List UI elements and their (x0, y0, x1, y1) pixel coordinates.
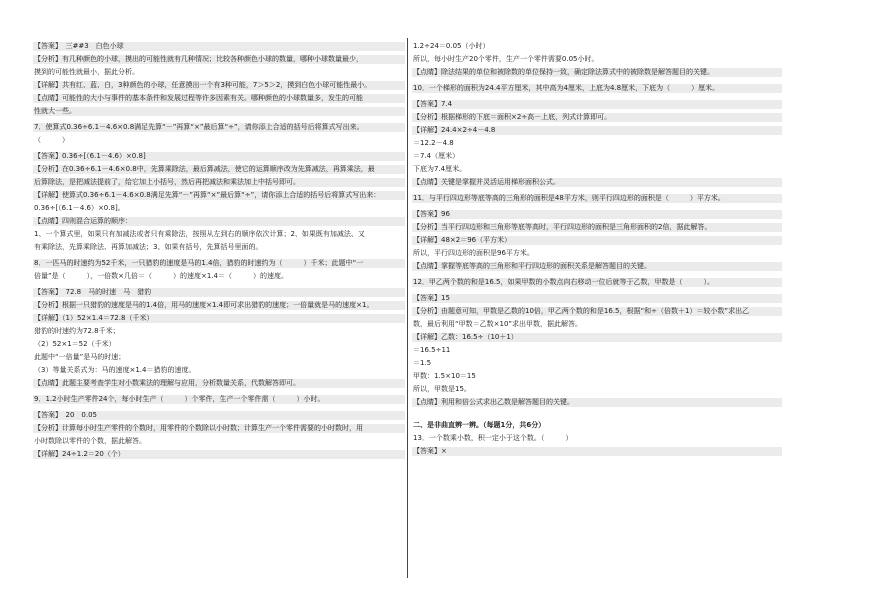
text-line: 所以，甲数是15。 (413, 385, 471, 393)
text-line: 【点睛】利用和倍公式求出乙数是解答题目的关键。 (412, 398, 782, 407)
text-line: 【点睛】关键是掌握并灵活运用梯形面积公式。 (412, 178, 782, 187)
text-line: 0.36÷[（6.1－4.6）×0.8]。 (34, 204, 125, 212)
line-gap (33, 281, 405, 288)
line-gap (412, 93, 782, 100)
line-gap (33, 145, 405, 152)
line-gap (33, 404, 405, 411)
text-line: 【答案】0.36÷[（6.1－4.6）×0.8] (33, 152, 405, 161)
text-line: 小时数除以零件的个数，据此解答。 (34, 437, 146, 445)
text-line: 下底为7.4厘米。 (413, 165, 467, 173)
text-line: 1.2÷24＝0.05（小时） (413, 42, 490, 50)
line-gap (412, 187, 782, 194)
text-line: 数，最后利用“甲数＝乙数×10”求出甲数，据此解答。 (413, 320, 583, 328)
text-line: 摸到的可能性就最小，据此分析。 (34, 68, 139, 76)
line-gap (33, 116, 405, 123)
line-gap (33, 252, 405, 259)
text-line: 【分析】根据一只猎豹的速度是马的1.4倍，用马的速度×1.4即可求出猎豹的速度；一倍量就是马的速度×1。 (33, 301, 405, 310)
text-line: 11．与平行四边形等底等高的三角形的面积是48平方米，则平行四边形的面积是（ ）平方米。 (412, 194, 782, 203)
left-column (33, 42, 405, 459)
line-gap (412, 203, 782, 210)
text-line: 此题中“一倍量”是马的时速； (34, 353, 126, 361)
text-line: （ ） (34, 136, 69, 144)
text-line: 倍量”是（ ），一倍数×几倍＝（ ）的速度×1.4＝（ ）的速度。 (34, 272, 288, 280)
text-line: 【分析】当平行四边形和三角形等底等高时，平行四边形的面积是三角形面积的2倍，据此解答。 (412, 223, 782, 232)
section-heading: 二、是非曲直辨一辨。（每题1分，共6分） (413, 421, 546, 429)
line-gap (412, 407, 782, 421)
text-line: 【答案】7.4 (412, 100, 782, 109)
text-line: （2）52×1＝52（千米） (34, 340, 116, 348)
right-column (412, 42, 782, 456)
text-line: 【分析】根据梯形的下底＝面积×2÷高－上底，列式计算即可。 (412, 113, 782, 122)
line-gap (412, 287, 782, 294)
text-line: 13．一个数乘小数，积一定小于这个数。（ ） (413, 434, 573, 442)
text-line: 【答案】 72.8 马的时速 马 猎豹 (33, 288, 405, 297)
text-line: 【答案】96 (412, 210, 782, 219)
text-line: 【详解】24.4×2÷4－4.8 (412, 126, 782, 135)
text-line: 性就大一些。 (33, 107, 405, 116)
text-line: 1、一个算式里，如果只有加减法或者只有乘除法，按照从左到右的顺序依次计算；2、如果既有加减法、又 (34, 230, 365, 238)
text-line: 【详解】24÷1.2＝20（个） (33, 450, 405, 459)
text-line: 【答案】× (412, 447, 782, 456)
text-line: 【分析】计算每小时生产零件的个数时，用零件的个数除以小时数；计算生产一个零件需要的小时数时，用 (33, 424, 405, 433)
text-line: （3）等量关系式为：马的速度×1.4＝猎豹的速度。 (34, 366, 196, 374)
text-line: 【详解】48×2＝96（平方米） (412, 236, 782, 245)
text-line: 【点睛】除法结果的单位和被除数的单位保持一致，确定除法算式中的被除数是解答题目的关键。 (412, 68, 782, 77)
column-divider (407, 38, 408, 578)
text-line: 【答案】 三##3 白色小球 (33, 42, 405, 51)
text-line: 【点睛】可能性的大小与事件的基本条件和发展过程等许多因素有关。哪种颜色的小球数量多，发生的可能 (33, 94, 405, 103)
text-line: 【点睛】掌握等底等高的三角形和平行四边形的面积关系是解答题目的关键。 (412, 262, 782, 271)
text-line: 9．1.2小时生产零件24个，每小时生产（ ）个零件，生产一个零件需（ ）小时。 (33, 395, 405, 404)
text-line: 甲数：1.5×10＝15 (413, 372, 476, 380)
line-gap (412, 77, 782, 84)
text-line: 8．一匹马的时速约为52千米，一只猎豹的速度是马的1.4倍，猎豹的时速约为（ ）千米；此题中“一 (33, 259, 405, 268)
text-line: 【详解】共有红、蓝、白，3种颜色的小球，任意摸出一个有3种可能，7＞5＞2，摸到白色小球可能性最小。 (33, 81, 405, 90)
text-line: 所以，平行四边形的面积是96平方米。 (413, 249, 534, 257)
text-line: 所以，每小时生产20个零件，生产一个零件需要0.05小时。 (413, 55, 599, 63)
text-line: 【答案】 20 0.05 (33, 411, 405, 420)
text-line: 【详解】乙数：16.5÷（10＋1） (412, 333, 782, 342)
text-line: 【点睛】四则混合运算的顺序： (33, 217, 405, 226)
text-line: 后算除法，是把减法提前了，给它加上小括号，然后再把减法和乘法加上中括号即可。 (33, 178, 405, 187)
line-gap (33, 388, 405, 395)
text-line: 【分析】有几种颜色的小球，摸出的可能性就有几种情况；比较各种颜色小球的数量，哪种小球数量最少， (33, 55, 405, 64)
text-line: 7．使算式0.36÷6.1－4.6×0.8满足先算“－”再算“×”最后算“÷”，请你添上合适的括号后将算式写出来。 (33, 123, 405, 132)
line-gap (412, 271, 782, 278)
text-line: ＝1.5 (413, 359, 432, 367)
text-line: ＝16.5÷11 (413, 346, 451, 354)
text-line: 10．一个梯形的面积为24.4平方厘米，其中高为4厘米，上底为4.8厘米，下底为（ ）厘米。 (412, 84, 782, 93)
text-line: 12．甲乙两个数的和是16.5，如果甲数的小数点向右移动一位后就等于乙数，甲数是（ ）。 (412, 278, 782, 287)
text-line: 【详解】使算式0.36÷6.1－4.6×0.8满足先算“－”再算“×”最后算“÷”，请你添上合适的括号后将算式写出来： (33, 191, 405, 200)
text-line: 有乘除法，先算乘除法、再算加减法；3、如果有括号，先算括号里面的。 (34, 243, 263, 251)
text-line: ＝12.2－4.8 (413, 139, 454, 147)
text-line: 【分析】由题意可知，甲数是乙数的10倍，甲乙两个数的和是16.5，根据“和÷（倍数＋1）＝较小数”求出乙 (412, 307, 782, 316)
text-line: 猎豹的时速约为72.8千米； (34, 327, 120, 335)
text-line: ＝7.4（厘米） (413, 152, 460, 160)
text-line: 【点睛】此题主要考查学生对小数乘法的理解与应用，分析数量关系，代数解答即可。 (33, 379, 405, 388)
text-line: 【分析】在0.36÷6.1－4.6×0.8中，先算乘除法，最后算减法，使它的运算顺序改为先算减法，再算乘法，最 (33, 165, 405, 174)
text-line: 【答案】15 (412, 294, 782, 303)
text-line: 【详解】（1）52×1.4＝72.8（千米） (33, 314, 405, 323)
